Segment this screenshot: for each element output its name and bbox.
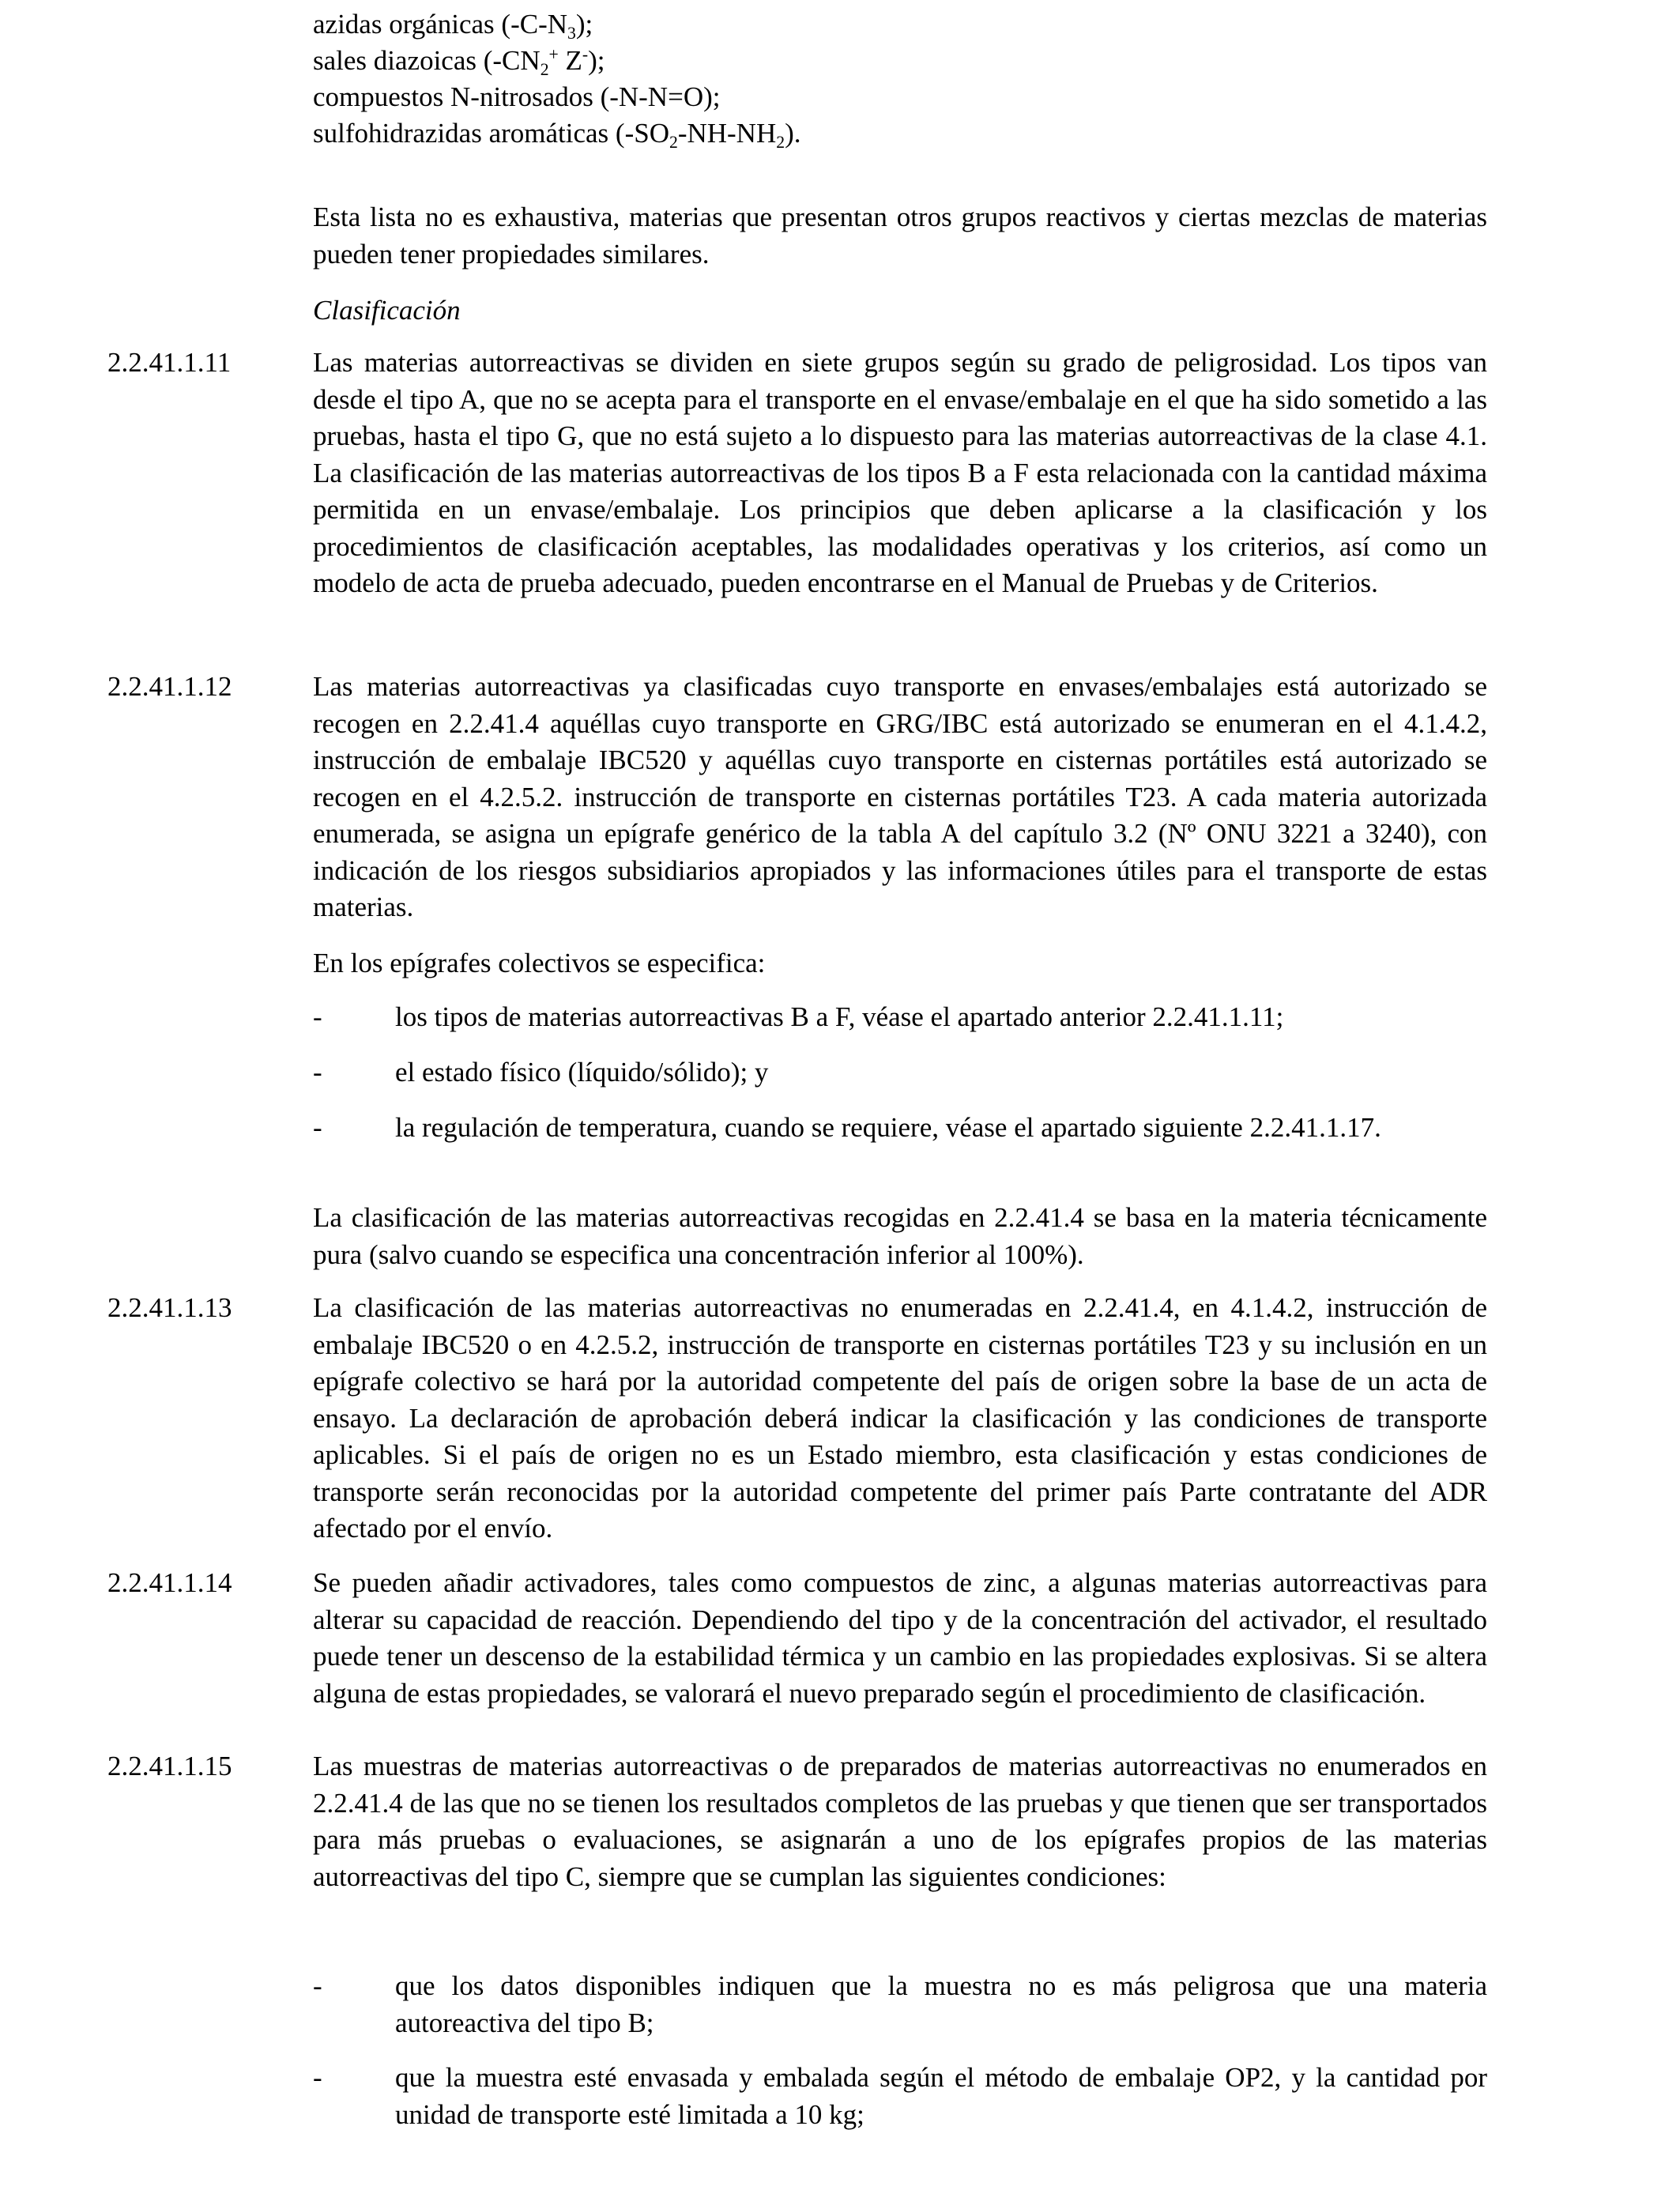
formula-text: sales diazoicas (-CN	[313, 45, 541, 76]
formula-text: );	[588, 45, 605, 76]
formula-text: sulfohidrazidas aromáticas (-SO	[313, 118, 669, 149]
section-number: 2.2.41.1.12	[107, 671, 232, 702]
formula-subscript: 2	[776, 132, 785, 152]
bullet-dash: -	[313, 2062, 322, 2093]
list-item: los tipos de materias autorreactivas B a F, véase el apartado anterior 2.2.41.1.11;	[395, 1001, 1284, 1032]
formula-text: ).	[785, 118, 801, 149]
list-item: la regulación de temperatura, cuando se requiere, véase el apartado siguiente 2.2.41.1.17.	[395, 1112, 1381, 1143]
formula-superscript: +	[548, 45, 559, 65]
bullet-dash: -	[313, 1057, 322, 1088]
formula-subscript: 2	[540, 59, 549, 79]
section-closing: La clasificación de las materias autorreactivas recogidas en 2.2.41.4 se basa en la materia técnicamente pura (salvo cuando se especifica una concentración inferior al 100%).	[313, 1202, 1487, 1270]
section-number: 2.2.41.1.15	[107, 1751, 232, 1781]
formula-text: );	[575, 9, 593, 40]
list-item: que los datos disponibles indiquen que la muestra no es más peligrosa que una materia autoreactiva del tipo B;	[395, 1970, 1487, 2038]
section-number: 2.2.41.1.14	[107, 1567, 232, 1598]
formula-subscript: 3	[567, 23, 576, 43]
formula-line-nitrosados	[313, 79, 1487, 116]
bullet-dash: -	[313, 1112, 322, 1143]
formula-subscript: 2	[669, 132, 678, 152]
bullet-dash: -	[313, 1001, 322, 1032]
section-number: 2.2.41.1.13	[107, 1292, 232, 1323]
section-heading: Clasificación	[313, 295, 461, 326]
intro-note: Esta lista no es exhaustiva, materias que presentan otros grupos reactivos y ciertas mezclas de materias pueden tener propiedades similares.	[313, 202, 1487, 270]
bullet-dash: -	[313, 1970, 322, 2001]
formula-text: compuestos N-nitrosados (-N-N=O);	[313, 81, 721, 112]
list-item: que la muestra esté envasada y embalada según el método de embalaje OP2, y la cantidad por unidad de transporte esté limitada a 10 kg;	[395, 2062, 1487, 2130]
formula-text: azidas orgánicas (-C-N	[313, 9, 568, 40]
section-body: Las materias autorreactivas ya clasificadas cuyo transporte en envases/embalajes está autorizado se recogen en 2.2.41.4 aquéllas cuyo transporte en GRG/IBC está autorizado se enumeran en el 4.1.4.2, instrucción de embalaje IBC520 y aquéllas cuyo transporte en cisternas portátiles está autorizado se recogen en el 4.2.5.2. instrucción de transporte en cisternas portátiles T23. A cada materia autorizada enumerada, se asigna un epígrafe genérico de la tabla A del capítulo 3.2 (Nº ONU 3221 a 3240), con indicación de los riesgos subsidiarios apropiados y las informaciones útiles para el transporte de estas materias.	[313, 671, 1487, 922]
formula-line-diazoicas	[313, 43, 1487, 80]
section-body: Las materias autorreactivas se dividen en siete grupos según su grado de peligrosidad. Los tipos van desde el tipo A, que no se acepta para el transporte en el envase/embalaje en el que ha sido sometido a las pruebas, hasta el tipo G, que no está sujeto a lo dispuesto para las materias autorreactivas de la clase 4.1. La clasificación de las materias autorreactivas de los tipos B a F esta relacionada con la cantidad máxima permitida en un envase/embalaje. Los principios que deben aplicarse a la clasificación y los procedimientos de clasificación aceptables, las modalidades operativas y los criterios, así como un modelo de acta de prueba adecuado, pueden encontrarse en el Manual de Pruebas y de Criterios.	[313, 347, 1487, 598]
formula-line-azidas	[313, 6, 1487, 43]
section-number: 2.2.41.1.11	[107, 347, 232, 378]
formula-text: -NH-NH	[677, 118, 777, 149]
section-body: Se pueden añadir activadores, tales como compuestos de zinc, a algunas materias autorreactivas para alterar su capacidad de reacción. Dependiendo del tipo y de la concentración del activador, el resultado puede tener un descenso de la estabilidad térmica y un cambio en las propiedades explosivas. Si se altera alguna de estas propiedades, se valorará el nuevo preparado según el procedimiento de clasificación.	[313, 1567, 1487, 1709]
formula-text: Z	[558, 45, 582, 76]
formula-line-sulfohidrazidas	[313, 115, 1487, 153]
section-body: Las muestras de materias autorreactivas o de preparados de materias autorreactivas no enumerados en 2.2.41.4 de las que no se tienen los resultados completos de las pruebas y que tienen que ser transportados para más pruebas o evaluaciones, se asignarán a uno de los epígrafes propios de las materias autorreactivas del tipo C, siempre que se cumplan las siguientes condiciones:	[313, 1751, 1487, 1892]
formula-superscript: -	[582, 45, 589, 65]
list-item: el estado físico (líquido/sólido); y	[395, 1057, 769, 1088]
section-body: La clasificación de las materias autorreactivas no enumeradas en 2.2.41.4, en 4.1.4.2, instrucción de embalaje IBC520 o en 4.2.5.2, instrucción de transporte en cisternas portátiles T23 y su inclusión en un epígrafe colectivo se hará por la autoridad competente del país de origen sobre la base de un acta de ensayo. La declaración de aprobación deberá indicar la clasificación y las condiciones de transporte aplicables. Si el país de origen no es un Estado miembro, esta clasificación y estas condiciones de transporte serán reconocidas por la autoridad competente del primer país Parte contratante del ADR afectado por el envío.	[313, 1292, 1487, 1544]
section-lead: En los epígrafes colectivos se especifica:	[313, 948, 766, 978]
